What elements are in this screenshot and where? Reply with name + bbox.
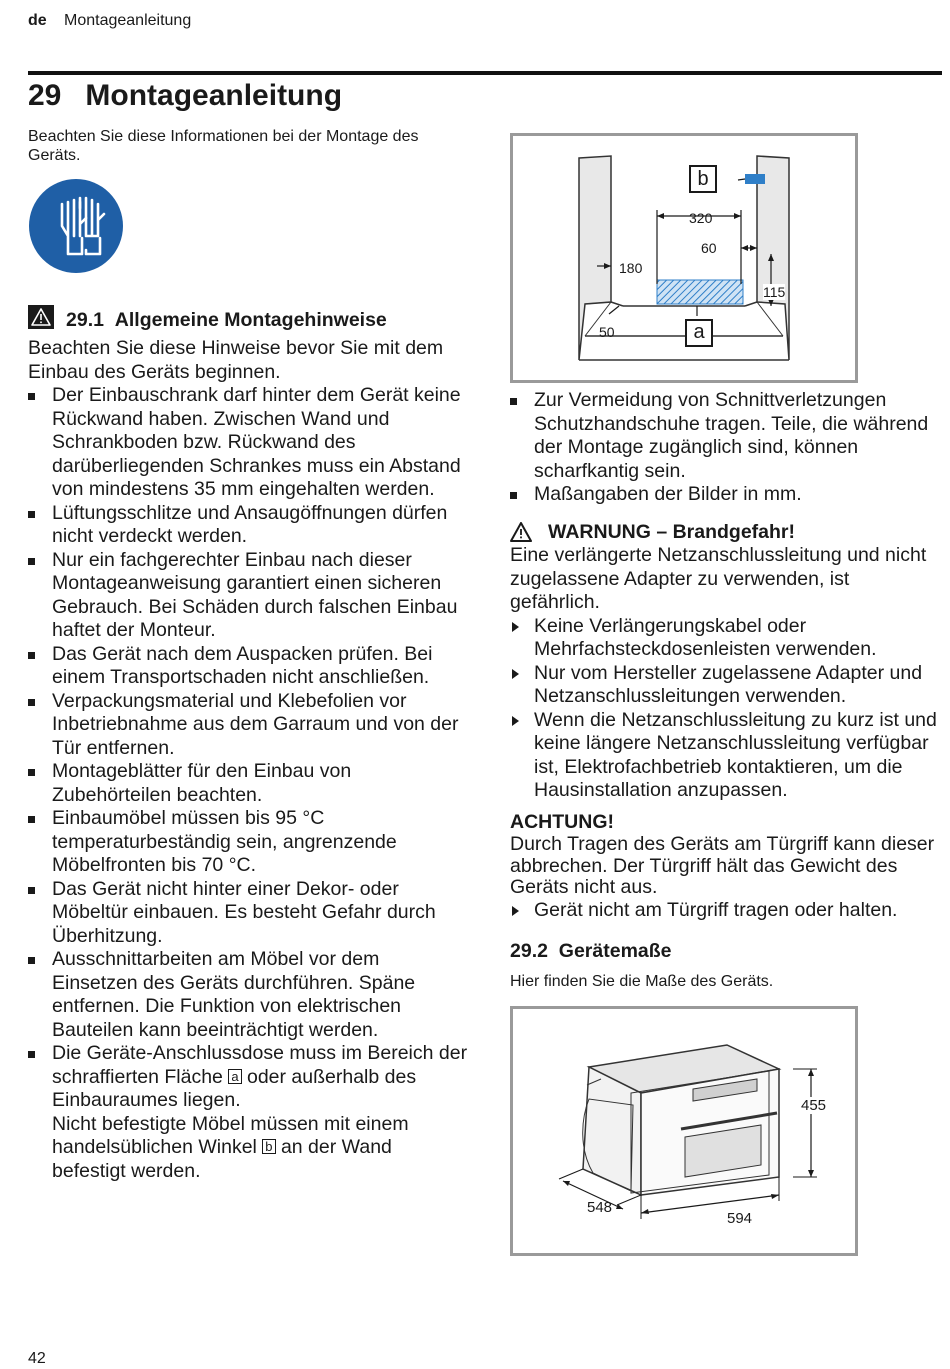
list-item: Das Gerät nicht hinter einer Dekor- oder Möbeltür einbauen. Es besteht Gefahr durch Überhitzung. xyxy=(28,878,468,949)
list-item: Der Einbauschrank darf hinter dem Gerät keine Rückwand haben. Zwischen Wand und Schrankboden bzw. Rückwand des darüberliegenden Schrankes muss ein Abstand von mindestens 35 mm eingehalten werden. xyxy=(28,384,468,502)
list-item: Montageblätter für den Einbau von Zubehörteilen beachten. xyxy=(28,760,468,807)
list-item: Nur ein fachgerechter Einbau nach dieser Montageanweisung garantiert einen sicheren Gebrauch. Bei Schäden durch falschen Einbau haftet der Monteur. xyxy=(28,549,468,643)
ref-label-b: b xyxy=(262,1139,275,1154)
section-heading-29-2: 29.2 Gerätemaße xyxy=(510,940,672,962)
section-heading-29-1 xyxy=(66,309,387,332)
installation-niche-figure xyxy=(510,133,858,383)
list-item: Das Gerät nach dem Auspacken prüfen. Bei einem Transportschaden nicht anschließen. xyxy=(28,643,468,690)
installation-notes-list xyxy=(28,384,468,1183)
notice-text: Durch Tragen des Geräts am Türgriff kann dieser abbrechen. Der Türgriff hält das Gewicht des Geräts nicht aus. xyxy=(510,833,935,898)
dim-height: 455 xyxy=(801,1097,827,1114)
left-column xyxy=(28,337,468,1183)
list-item: Verpackungsmaterial und Klebefolien vor Inbetriebnahme aus dem Garraum und von der Tür entfernen. xyxy=(28,690,468,761)
section-lead: Beachten Sie diese Hinweise bevor Sie mit dem Einbau des Geräts beginnen. xyxy=(28,337,444,383)
warning-triangle-icon xyxy=(510,522,532,549)
list-item: Zur Vermeidung von Schnittverletzungen Schutzhandschuhe tragen. Teile, die während der Montage zugänglich sind, können scharfkantig sein. xyxy=(510,389,942,483)
dim-180: 180 xyxy=(619,260,643,276)
warning-icon xyxy=(28,305,54,329)
dim-width: 594 xyxy=(727,1210,753,1227)
header-rule xyxy=(28,71,942,75)
list-item: Einbaumöbel müssen bis 95 °C temperaturbeständig sein, angrenzende Möbelfronten bis 70 °C. xyxy=(28,807,468,878)
appliance-dimensions-figure xyxy=(510,1006,858,1256)
dim-depth: 548 xyxy=(587,1199,613,1216)
warning-text: Eine verlängerte Netzanschlussleitung und nicht zugelassene Adapter zu verwenden, ist gefährlich. xyxy=(510,544,927,613)
warning-steps xyxy=(510,615,942,803)
dim-60: 60 xyxy=(701,240,717,256)
list-item: Maßangaben der Bilder in mm. xyxy=(510,483,942,507)
step-item: Wenn die Netzanschlussleitung zu kurz ist und keine längere Netzanschlussleitung verfügbar ist, Elektrofachbetrieb kontaktieren, um die Hausinstallation anzupassen. xyxy=(510,709,942,803)
dim-50: 50 xyxy=(599,324,615,340)
warning-title: WARNUNG – Brandgefahr! xyxy=(548,520,796,543)
step-item: Nur vom Hersteller zugelassene Adapter und Netzanschlussleitungen verwenden. xyxy=(510,662,942,709)
chapter-title: Montageanleitung xyxy=(85,79,343,112)
label-b: b xyxy=(689,165,717,193)
page-number: 42 xyxy=(28,1350,46,1367)
notice-title: ACHTUNG! xyxy=(510,810,614,833)
section-title: Allgemeine Montagehinweise xyxy=(114,309,387,331)
running-header: Montageanleitung xyxy=(64,12,192,29)
language-code: de xyxy=(28,12,47,29)
dim-115: 115 xyxy=(763,284,786,300)
list-item: Ausschnittarbeiten am Möbel vor dem Einsetzen des Geräts durchführen. Späne entfernen. Die Funktion von elektrischen Bauteilen kann beeinträchtigt werden. xyxy=(28,948,468,1042)
chapter-number: 29 xyxy=(28,79,62,112)
chapter-heading xyxy=(28,79,342,113)
dim-320: 320 xyxy=(689,210,713,226)
list-item: Lüftungsschlitze und Ansaugöffnungen dürfen nicht verdeckt werden. xyxy=(28,502,468,549)
step-item: Keine Verlängerungskabel oder Mehrfachsteckdosenleisten verwenden. xyxy=(510,615,942,662)
notice-steps xyxy=(510,899,942,923)
right-column xyxy=(510,389,942,991)
section-number: 29.1 xyxy=(66,309,104,331)
intro-text: Beachten Sie diese Informationen bei der Montage des Geräts. xyxy=(28,128,419,164)
section2-lead: Hier finden Sie die Maße des Geräts. xyxy=(510,972,774,990)
protective-gloves-icon xyxy=(28,178,124,274)
warning-heading xyxy=(510,521,942,545)
list-item-socket: Die Geräte-Anschlussdose muss im Bereich der schraffierten Fläche a oder außerhalb des Einbauraumes liegen. Nicht befestigte Möbel müssen mit einem handelsüblichen Winkel b an der Wand befestigt werden. xyxy=(28,1042,468,1183)
label-a: a xyxy=(685,319,713,347)
ref-label-a: a xyxy=(228,1069,241,1084)
step-item: Gerät nicht am Türgriff tragen oder halten. xyxy=(510,899,942,923)
safety-notes-list xyxy=(510,389,942,507)
